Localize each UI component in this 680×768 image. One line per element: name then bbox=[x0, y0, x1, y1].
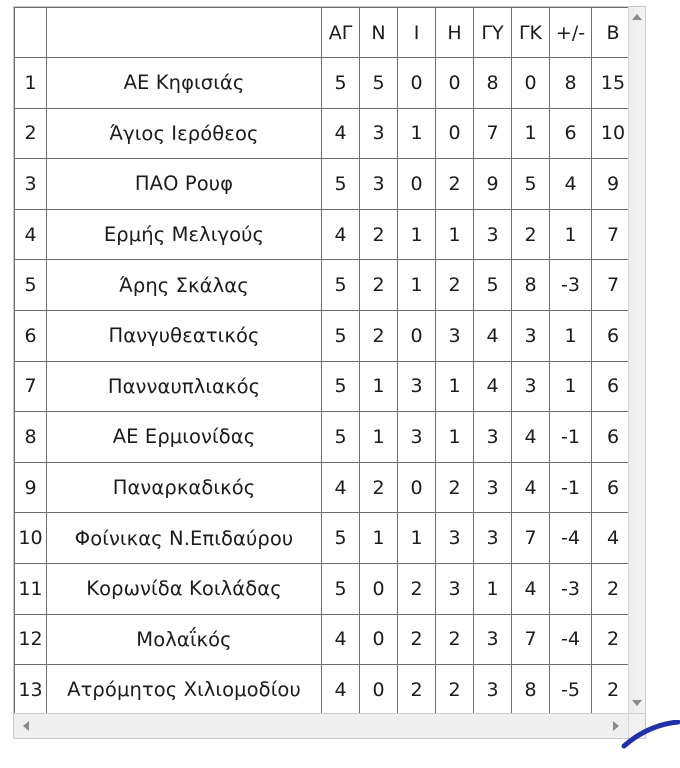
cell-team: Κορωνίδα Κοιλάδας bbox=[47, 563, 322, 614]
cell-team: Άγιος Ιερόθεος bbox=[47, 108, 322, 159]
column-header-gk[interactable]: ΓΚ bbox=[512, 8, 550, 58]
cell-gy: 4 bbox=[474, 310, 512, 361]
column-header-ag[interactable]: ΑΓ bbox=[322, 8, 360, 58]
cell-team: ΑΕ Ερμιονίδας bbox=[47, 412, 322, 463]
cell-n: 2 bbox=[360, 209, 398, 260]
cell-h: 3 bbox=[436, 563, 474, 614]
table-row[interactable] bbox=[15, 310, 629, 361]
triangle-down-icon[interactable] bbox=[632, 700, 642, 706]
cell-team: Άρης Σκάλας bbox=[47, 260, 322, 311]
cell-h: 3 bbox=[436, 310, 474, 361]
cell-i: 0 bbox=[398, 159, 436, 210]
triangle-left-icon[interactable] bbox=[23, 721, 29, 731]
cell-gk: 8 bbox=[512, 260, 550, 311]
cut-off-text-row bbox=[0, 756, 680, 768]
cell-i: 2 bbox=[398, 563, 436, 614]
cell-v: 10 bbox=[592, 108, 629, 159]
cell-v: 2 bbox=[592, 665, 629, 713]
scrollbar-corner bbox=[628, 713, 645, 738]
standings-table-head bbox=[15, 8, 629, 58]
table-row[interactable] bbox=[15, 614, 629, 665]
cell-rank: 4 bbox=[15, 209, 47, 260]
cell-rank: 5 bbox=[15, 260, 47, 311]
cell-v: 6 bbox=[592, 310, 629, 361]
cell-pm: 1 bbox=[550, 310, 592, 361]
cell-h: 0 bbox=[436, 58, 474, 109]
cell-v: 4 bbox=[592, 513, 629, 564]
cell-pm: -4 bbox=[550, 513, 592, 564]
cell-gk: 5 bbox=[512, 159, 550, 210]
cell-ag: 4 bbox=[322, 108, 360, 159]
cell-gy: 4 bbox=[474, 361, 512, 412]
cell-h: 0 bbox=[436, 108, 474, 159]
cell-gy: 8 bbox=[474, 58, 512, 109]
column-header-team[interactable] bbox=[47, 8, 322, 58]
cell-h: 2 bbox=[436, 462, 474, 513]
horizontal-scrollbar[interactable] bbox=[14, 713, 628, 738]
column-header-gy[interactable]: ΓΥ bbox=[474, 8, 512, 58]
vertical-scrollbar-track[interactable] bbox=[629, 7, 645, 713]
cell-rank: 2 bbox=[15, 108, 47, 159]
cell-ag: 5 bbox=[322, 58, 360, 109]
cell-pm: 1 bbox=[550, 209, 592, 260]
cell-pm: -5 bbox=[550, 665, 592, 713]
cell-i: 0 bbox=[398, 462, 436, 513]
table-row[interactable] bbox=[15, 513, 629, 564]
cell-rank: 7 bbox=[15, 361, 47, 412]
cell-h: 2 bbox=[436, 260, 474, 311]
cell-i: 1 bbox=[398, 209, 436, 260]
cell-n: 2 bbox=[360, 260, 398, 311]
cell-pm: 1 bbox=[550, 361, 592, 412]
cell-team: Ερμής Μελιγούς bbox=[47, 209, 322, 260]
cell-pm: -3 bbox=[550, 563, 592, 614]
cell-team: Ατρόμητος Χιλιομοδίου bbox=[47, 665, 322, 713]
cell-v: 7 bbox=[592, 260, 629, 311]
cell-gy: 3 bbox=[474, 209, 512, 260]
table-row[interactable] bbox=[15, 108, 629, 159]
cell-team: ΠΑΟ Ρουφ bbox=[47, 159, 322, 210]
table-row[interactable] bbox=[15, 58, 629, 109]
cell-i: 2 bbox=[398, 614, 436, 665]
cell-n: 3 bbox=[360, 108, 398, 159]
cell-i: 3 bbox=[398, 412, 436, 463]
cell-i: 3 bbox=[398, 361, 436, 412]
cell-h: 1 bbox=[436, 209, 474, 260]
cell-i: 0 bbox=[398, 58, 436, 109]
cell-n: 1 bbox=[360, 513, 398, 564]
cell-team: ΑΕ Κηφισιάς bbox=[47, 58, 322, 109]
cell-i: 2 bbox=[398, 665, 436, 713]
cell-team: Πανγυθεατικός bbox=[47, 310, 322, 361]
horizontal-scrollbar-track[interactable] bbox=[14, 714, 628, 738]
cell-n: 0 bbox=[360, 563, 398, 614]
triangle-right-icon[interactable] bbox=[613, 721, 619, 731]
cell-v: 7 bbox=[592, 209, 629, 260]
standings-table bbox=[14, 7, 628, 713]
standings-table-viewport bbox=[14, 7, 628, 713]
cell-gy: 3 bbox=[474, 412, 512, 463]
cell-team: Μολαΐκός bbox=[47, 614, 322, 665]
cell-team: Πανναυπλιακός bbox=[47, 361, 322, 412]
cell-gk: 0 bbox=[512, 58, 550, 109]
cell-h: 3 bbox=[436, 513, 474, 564]
cell-gk: 8 bbox=[512, 665, 550, 713]
table-row[interactable] bbox=[15, 412, 629, 463]
cell-n: 2 bbox=[360, 462, 398, 513]
cell-rank: 13 bbox=[15, 665, 47, 713]
cell-ag: 4 bbox=[322, 462, 360, 513]
column-header-rank[interactable] bbox=[15, 8, 47, 58]
vertical-scrollbar[interactable] bbox=[628, 7, 645, 713]
cell-team: Φοίνικας Ν.Επιδαύρου bbox=[47, 513, 322, 564]
cell-ag: 5 bbox=[322, 260, 360, 311]
cell-n: 0 bbox=[360, 614, 398, 665]
cell-team: Παναρκαδικός bbox=[47, 462, 322, 513]
column-header-i[interactable]: Ι bbox=[398, 8, 436, 58]
cell-rank: 8 bbox=[15, 412, 47, 463]
cell-rank: 12 bbox=[15, 614, 47, 665]
cell-pm: -4 bbox=[550, 614, 592, 665]
table-row[interactable] bbox=[15, 159, 629, 210]
cell-gy: 5 bbox=[474, 260, 512, 311]
cell-ag: 5 bbox=[322, 513, 360, 564]
standings-header-row bbox=[15, 8, 629, 58]
cell-pm: -1 bbox=[550, 462, 592, 513]
cell-n: 3 bbox=[360, 159, 398, 210]
cell-gk: 3 bbox=[512, 310, 550, 361]
cell-n: 2 bbox=[360, 310, 398, 361]
cell-gk: 2 bbox=[512, 209, 550, 260]
cell-gy: 3 bbox=[474, 462, 512, 513]
cell-rank: 6 bbox=[15, 310, 47, 361]
standings-table-body bbox=[15, 58, 629, 714]
cell-v: 2 bbox=[592, 563, 629, 614]
column-header-h[interactable]: Η bbox=[436, 8, 474, 58]
cell-v: 15 bbox=[592, 58, 629, 109]
cell-i: 0 bbox=[398, 310, 436, 361]
cell-gy: 9 bbox=[474, 159, 512, 210]
table-row[interactable] bbox=[15, 665, 629, 713]
cell-h: 2 bbox=[436, 665, 474, 713]
cell-ag: 5 bbox=[322, 310, 360, 361]
cell-h: 1 bbox=[436, 412, 474, 463]
cell-ag: 5 bbox=[322, 361, 360, 412]
cell-h: 1 bbox=[436, 361, 474, 412]
cell-n: 1 bbox=[360, 412, 398, 463]
standings-scroll-pane bbox=[13, 6, 646, 739]
cell-pm: 4 bbox=[550, 159, 592, 210]
table-row[interactable] bbox=[15, 563, 629, 614]
column-header-n[interactable]: Ν bbox=[360, 8, 398, 58]
cell-v: 6 bbox=[592, 462, 629, 513]
cell-gk: 7 bbox=[512, 614, 550, 665]
table-row[interactable] bbox=[15, 361, 629, 412]
cell-h: 2 bbox=[436, 159, 474, 210]
cell-rank: 9 bbox=[15, 462, 47, 513]
column-header-pm[interactable]: +/- bbox=[550, 8, 592, 58]
cell-gy: 3 bbox=[474, 513, 512, 564]
cell-n: 5 bbox=[360, 58, 398, 109]
cell-rank: 11 bbox=[15, 563, 47, 614]
cell-ag: 4 bbox=[322, 665, 360, 713]
column-header-v[interactable]: Β bbox=[592, 8, 629, 58]
table-row[interactable] bbox=[15, 209, 629, 260]
triangle-up-icon[interactable] bbox=[632, 14, 642, 20]
cell-gk: 4 bbox=[512, 563, 550, 614]
cell-pm: -3 bbox=[550, 260, 592, 311]
cell-ag: 4 bbox=[322, 209, 360, 260]
cell-ag: 5 bbox=[322, 159, 360, 210]
cell-gy: 1 bbox=[474, 563, 512, 614]
cell-gk: 7 bbox=[512, 513, 550, 564]
table-row[interactable] bbox=[15, 260, 629, 311]
cell-gk: 4 bbox=[512, 462, 550, 513]
cell-rank: 10 bbox=[15, 513, 47, 564]
cell-rank: 1 bbox=[15, 58, 47, 109]
cell-gy: 7 bbox=[474, 108, 512, 159]
cell-gy: 3 bbox=[474, 614, 512, 665]
table-row[interactable] bbox=[15, 462, 629, 513]
cell-rank: 3 bbox=[15, 159, 47, 210]
cell-i: 1 bbox=[398, 513, 436, 564]
cell-ag: 4 bbox=[322, 614, 360, 665]
cell-v: 2 bbox=[592, 614, 629, 665]
cell-gk: 1 bbox=[512, 108, 550, 159]
cell-pm: 8 bbox=[550, 58, 592, 109]
cell-ag: 5 bbox=[322, 563, 360, 614]
cell-v: 6 bbox=[592, 361, 629, 412]
cell-n: 0 bbox=[360, 665, 398, 713]
cell-pm: -1 bbox=[550, 412, 592, 463]
cell-gy: 3 bbox=[474, 665, 512, 713]
cell-gk: 3 bbox=[512, 361, 550, 412]
cell-gk: 4 bbox=[512, 412, 550, 463]
cell-n: 1 bbox=[360, 361, 398, 412]
cell-ag: 5 bbox=[322, 412, 360, 463]
cell-i: 1 bbox=[398, 260, 436, 311]
cell-v: 6 bbox=[592, 412, 629, 463]
cell-h: 2 bbox=[436, 614, 474, 665]
cell-pm: 6 bbox=[550, 108, 592, 159]
cell-v: 9 bbox=[592, 159, 629, 210]
cell-i: 1 bbox=[398, 108, 436, 159]
